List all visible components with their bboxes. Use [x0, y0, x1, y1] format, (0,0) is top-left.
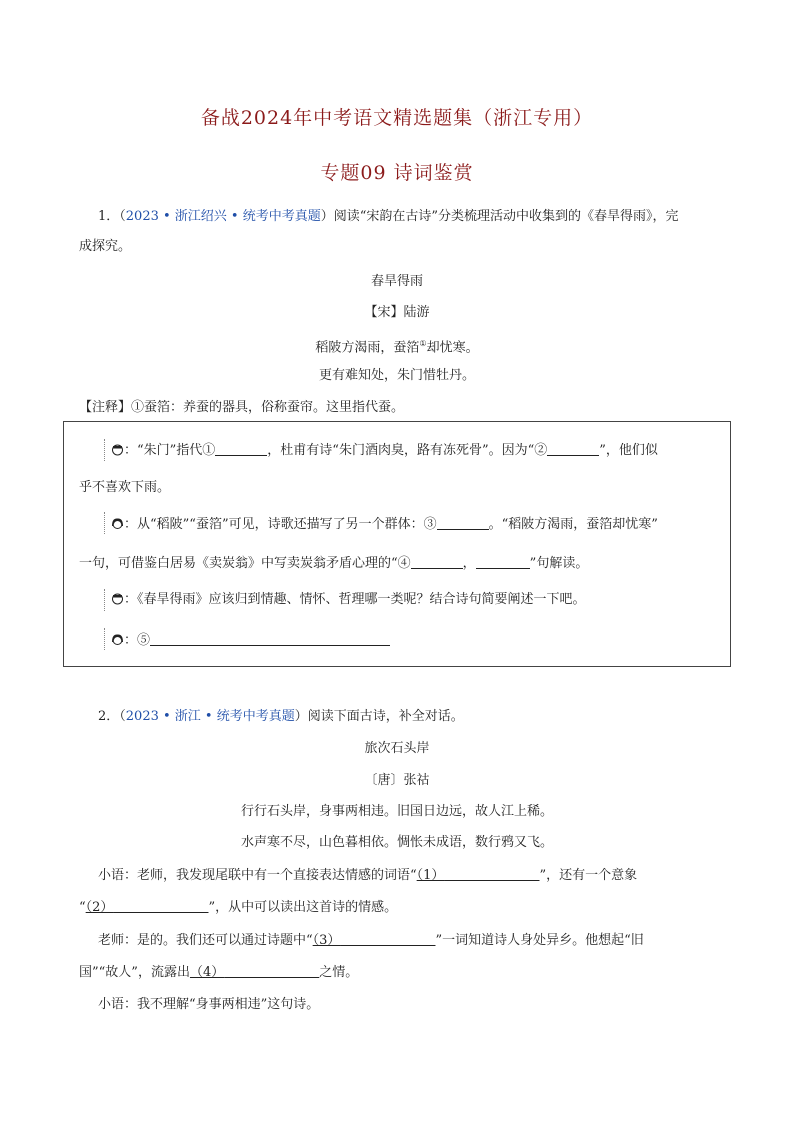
q2-poem-line2: 水声寒不尽，山色暮相依。惆怅未成语，数行鸦又飞。	[240, 835, 553, 850]
answer-blank-4b[interactable]	[476, 555, 530, 569]
footnote-mark: ①	[419, 339, 427, 348]
q1-poem-author: 【宋】陆游	[364, 305, 430, 320]
dialog-line-4: ：⑤	[111, 632, 390, 649]
q2-dialog-3: 老师：是的。我们还可以通过诗题中“（3） ”一词知道诗人身处异乡。他想起“旧	[98, 933, 644, 948]
q1-source: 2023 • 浙江绍兴 • 统考中考真题	[125, 209, 321, 224]
q1-number: 1．（	[98, 209, 126, 224]
dialog-line-1b: 乎不喜欢下雨。	[79, 480, 171, 495]
dialog-divider	[104, 628, 105, 650]
q2-source: 2023 • 浙江 • 统考中考真题	[125, 709, 295, 724]
girl-avatar-icon	[111, 633, 124, 646]
dialog-divider	[104, 439, 105, 461]
boy-avatar-icon	[111, 592, 124, 605]
answer-blank-5[interactable]	[150, 632, 390, 646]
q2-dialog-4: 国”“故人”，流露出（4） 之情。	[79, 965, 359, 980]
page-title: 备战2024年中考语文精选题集（浙江专用）	[200, 107, 594, 129]
q2-prompt: 2．（2023 • 浙江 • 统考中考真题）阅读下面古诗，补全对话。	[98, 709, 464, 724]
q1-poem-title: 春旱得雨	[370, 274, 423, 289]
answer-blank-2[interactable]	[547, 442, 599, 456]
page-subtitle: 专题09 诗词鉴赏	[320, 162, 474, 184]
dialog-line-2b: 一句，可借鉴白居易《卖炭翁》中写卖炭翁矛盾心理的“④ ， ”句解读。	[79, 556, 589, 571]
q2-blank-2[interactable]: （2）	[85, 900, 114, 915]
q2-dialog-5: 小语：我不理解“身事两相违”这句诗。	[98, 997, 320, 1012]
answer-blank-3[interactable]	[437, 516, 489, 530]
q1-prompt-b: 成探究。	[79, 239, 132, 254]
q2-poem-line1: 行行石头岸，身事两相违。旧国日边远，故人江上稀。	[240, 804, 553, 819]
q2-blank-4[interactable]: （4）	[189, 965, 225, 980]
q1-prompt	[98, 209, 728, 225]
q2-dialog-2: “（2） ”，从中可以读出这首诗的情感。	[79, 900, 398, 915]
dialog-divider	[104, 512, 105, 534]
q2-blank-1[interactable]: （1）	[416, 868, 445, 883]
q1-poem-line2: 更有难知处，朱门惜牡丹。	[318, 368, 475, 383]
q2-poem-author: 〔唐〕张祜	[364, 773, 430, 788]
dialog-line-2: ：从“稻陂”“蚕箔”可见，诗歌还描写了另一个群体：③ 。“稻陂方渴雨，蚕箔却忧寒”	[111, 516, 658, 533]
answer-blank-1[interactable]	[215, 442, 267, 456]
dialog-line-3: ：《春旱得雨》应该归到情趣、情怀、哲理哪一类呢？结合诗句简要阐述一下吧。	[111, 592, 586, 608]
boy-avatar-icon	[111, 443, 124, 456]
q1-note: 【注释】①蚕箔：养蚕的器具，俗称蚕帘。这里指代蚕。	[79, 400, 405, 415]
q1-prompt-a: ）阅读“宋韵在古诗”分类梳理活动中收集到的《春旱得雨》，完	[320, 209, 679, 224]
q2-poem-title: 旅次石头岸	[364, 741, 430, 756]
q2-number: 2．（	[98, 709, 126, 724]
dialog-divider	[104, 589, 105, 611]
q1-poem-line1: 稻陂方渴雨，蚕箔①却忧寒。	[315, 339, 479, 356]
girl-avatar-icon	[111, 517, 124, 530]
dialog-line-1: ：“朱门”指代① ，杜甫有诗“朱门酒肉臭，路有冻死骨”。因为“② ”，他们似	[111, 442, 658, 459]
q2-blank-3[interactable]: （3）	[312, 933, 341, 948]
answer-blank-4a[interactable]	[411, 555, 463, 569]
q2-dialog-1: 小语：老师，我发现尾联中有一个直接表达情感的词语“（1） ”，还有一个意象	[98, 868, 638, 883]
